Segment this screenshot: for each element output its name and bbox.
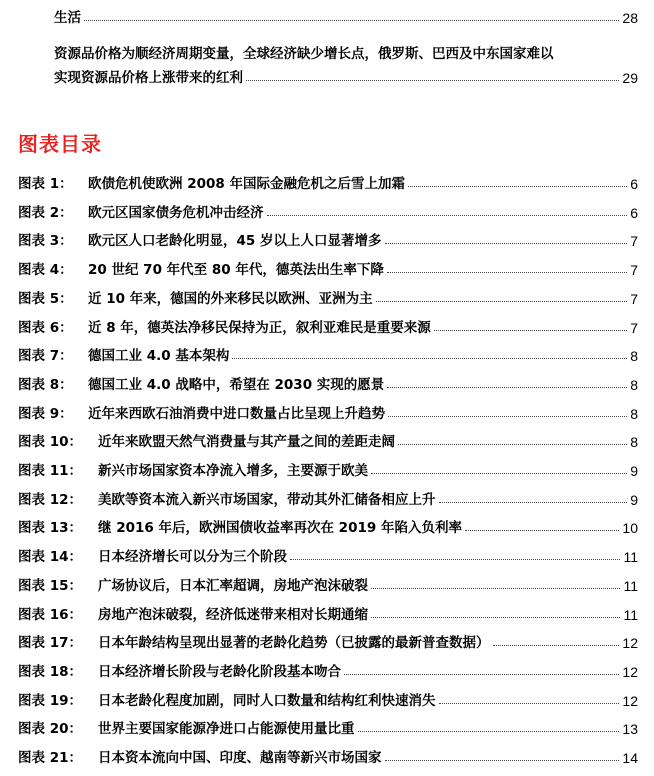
figure-entry[interactable] [18,400,638,422]
figure-page-number: 11 [623,549,638,566]
figure-title: 20 世纪 70 年代至 80 年代，德英法出生率下降 [88,262,384,279]
figure-leader-dots [376,301,628,302]
figure-label: 图表 8： [18,376,73,393]
figure-entry[interactable] [18,371,638,393]
figure-label: 图表 7： [18,348,73,365]
figure-leader-dots [439,703,620,704]
figure-leader-dots [371,473,627,474]
figure-leader-dots [385,760,620,761]
figure-page-number: 12 [622,692,638,709]
figure-page-number: 12 [622,635,638,652]
figure-label: 图表 21： [18,750,82,766]
figure-leader-dots [344,674,619,675]
figure-leader-dots [267,215,628,216]
toc-entry[interactable] [54,4,638,26]
figure-title: 日本经济增长阶段与老龄化阶段基本吻合 [98,663,341,680]
figure-title: 日本资本流向中国、印度、越南等新兴市场国家 [98,750,382,766]
figure-label: 图表 12： [18,491,82,508]
figure-page-number: 12 [622,663,638,680]
figure-title: 日本年龄结构呈现出显著的老龄化趋势（已披露的最新普查数据） [98,635,490,652]
figure-title: 近 8 年，德英法净移民保持为正，叙利亚难民是重要来源 [88,319,431,336]
toc-leader-dots [84,20,619,21]
figure-title: 继 2016 年后，欧洲国债收益率再次在 2019 年陷入负利率 [98,520,462,537]
figure-entry[interactable] [18,227,638,249]
figure-label: 图表 9： [18,405,73,422]
figure-label: 图表 2： [18,204,73,221]
figure-title: 世界主要国家能源净进口占能源使用量比重 [98,721,355,738]
figure-entry[interactable] [18,428,638,450]
figure-title: 新兴市场国家资本净流入增多，主要源于欧美 [98,463,368,479]
figure-title: 德国工业 4.0 战略中，希望在 2030 实现的愿景 [88,376,385,393]
figure-title: 欧元区人口老龄化明显，45 岁以上人口显著增多 [88,233,382,250]
figure-title: 欧债危机使欧洲 2008 年国际金融危机之后雪上加霜 [88,176,405,192]
figure-leader-dots [371,617,620,618]
toc-entry-title: 生活 [54,10,81,26]
figure-title: 美欧等资本流入新兴市场国家，带动其外汇储备相应上升 [98,491,436,508]
figure-label: 图表 13： [18,520,82,537]
figure-leader-dots [290,559,620,560]
figure-leader-dots [387,272,627,273]
figure-title: 日本经济增长可以分为三个阶段 [98,549,287,566]
figure-entry[interactable] [18,342,638,364]
figure-page-number: 8 [630,348,638,365]
toc-entry-page: 29 [622,70,638,86]
figure-entry[interactable] [18,486,638,508]
figure-leader-dots [385,243,628,244]
figure-page-number: 6 [630,204,638,221]
figure-label: 图表 15： [18,577,82,594]
figure-entry[interactable] [18,256,638,278]
figure-page-number: 14 [622,750,638,766]
figure-page-number: 13 [622,721,638,738]
figure-entry[interactable] [18,314,638,336]
figure-title: 房地产泡沫破裂，经济低迷带来相对长期通缩 [98,606,368,623]
figure-leader-dots [387,387,627,388]
figure-label: 图表 11： [18,463,82,479]
figure-page-number: 7 [630,233,638,250]
figure-page-number: 10 [622,520,638,537]
figure-page-number: 11 [623,577,638,594]
figure-page-number: 8 [630,376,638,393]
figure-page-number: 8 [630,405,638,422]
figure-leader-dots [408,186,627,187]
figure-label: 图表 17： [18,635,82,652]
figure-entry[interactable] [18,543,638,565]
figure-page-number: 11 [623,606,638,623]
figure-entry[interactable] [18,715,638,737]
figure-leader-dots [465,530,619,531]
figure-title: 近年来西欧石油消费中进口数量占比呈现上升趋势 [88,405,385,422]
figure-title: 近年来欧盟天然气消费量与其产量之间的差距走阔 [98,434,395,451]
figure-page-number: 7 [630,262,638,279]
figure-label: 图表 19： [18,692,82,709]
figure-leader-dots [439,502,628,503]
figure-label: 图表 16： [18,606,82,623]
figure-leader-dots [232,358,627,359]
figure-title: 日本老龄化程度加剧，同时人口数量和结构红利快速消失 [98,692,436,709]
figure-page-number: 6 [630,176,638,192]
toc-leader-dots [246,80,619,81]
figure-entry[interactable] [18,514,638,536]
figure-entry[interactable] [18,285,638,307]
figure-label: 图表 20： [18,721,82,738]
figures-heading: 图表目录 [18,132,102,156]
figure-label: 图表 3： [18,233,73,250]
figure-entry[interactable] [18,658,638,680]
toc-entry-title-line1: 资源品价格为顺经济周期变量，全球经济缺少增长点，俄罗斯、巴西及中东国家难以 [54,46,554,62]
figure-label: 图表 1： [18,176,73,192]
figure-title: 广场协议后，日本汇率超调，房地产泡沫破裂 [98,577,368,594]
figure-title: 近 10 年来，德国的外来移民以欧洲、亚洲为主 [88,290,373,307]
figure-label: 图表 4： [18,262,73,279]
figure-label: 图表 5： [18,290,73,307]
toc-entry-page: 28 [622,10,638,26]
figure-page-number: 7 [630,290,638,307]
figure-leader-dots [398,444,627,445]
figure-label: 图表 18： [18,663,82,680]
figure-entry[interactable] [18,687,638,709]
figure-entry[interactable] [18,744,638,766]
figure-title: 欧元区国家债务危机冲击经济 [88,204,264,221]
toc-entry-title: 实现资源品价格上涨带来的红利 [54,70,243,86]
figure-title: 德国工业 4.0 基本架构 [88,348,230,365]
figure-page-number: 7 [630,319,638,336]
figure-leader-dots [434,330,627,331]
figure-entry[interactable] [18,572,638,594]
figure-leader-dots [493,645,620,646]
figure-label: 图表 14： [18,549,82,566]
figure-entry[interactable] [18,199,638,221]
figure-entry[interactable] [18,170,638,192]
figure-page-number: 8 [630,434,638,451]
figure-entry[interactable] [18,601,638,623]
figure-leader-dots [358,731,620,732]
figure-leader-dots [388,416,627,417]
figure-label: 图表 6： [18,319,73,336]
figure-label: 图表 10： [18,434,82,451]
figure-leader-dots [371,588,620,589]
figure-page-number: 9 [630,491,638,508]
figure-entry[interactable] [18,457,638,479]
toc-entry[interactable] [54,64,638,86]
figure-page-number: 9 [630,463,638,479]
figure-entry[interactable] [18,629,638,651]
